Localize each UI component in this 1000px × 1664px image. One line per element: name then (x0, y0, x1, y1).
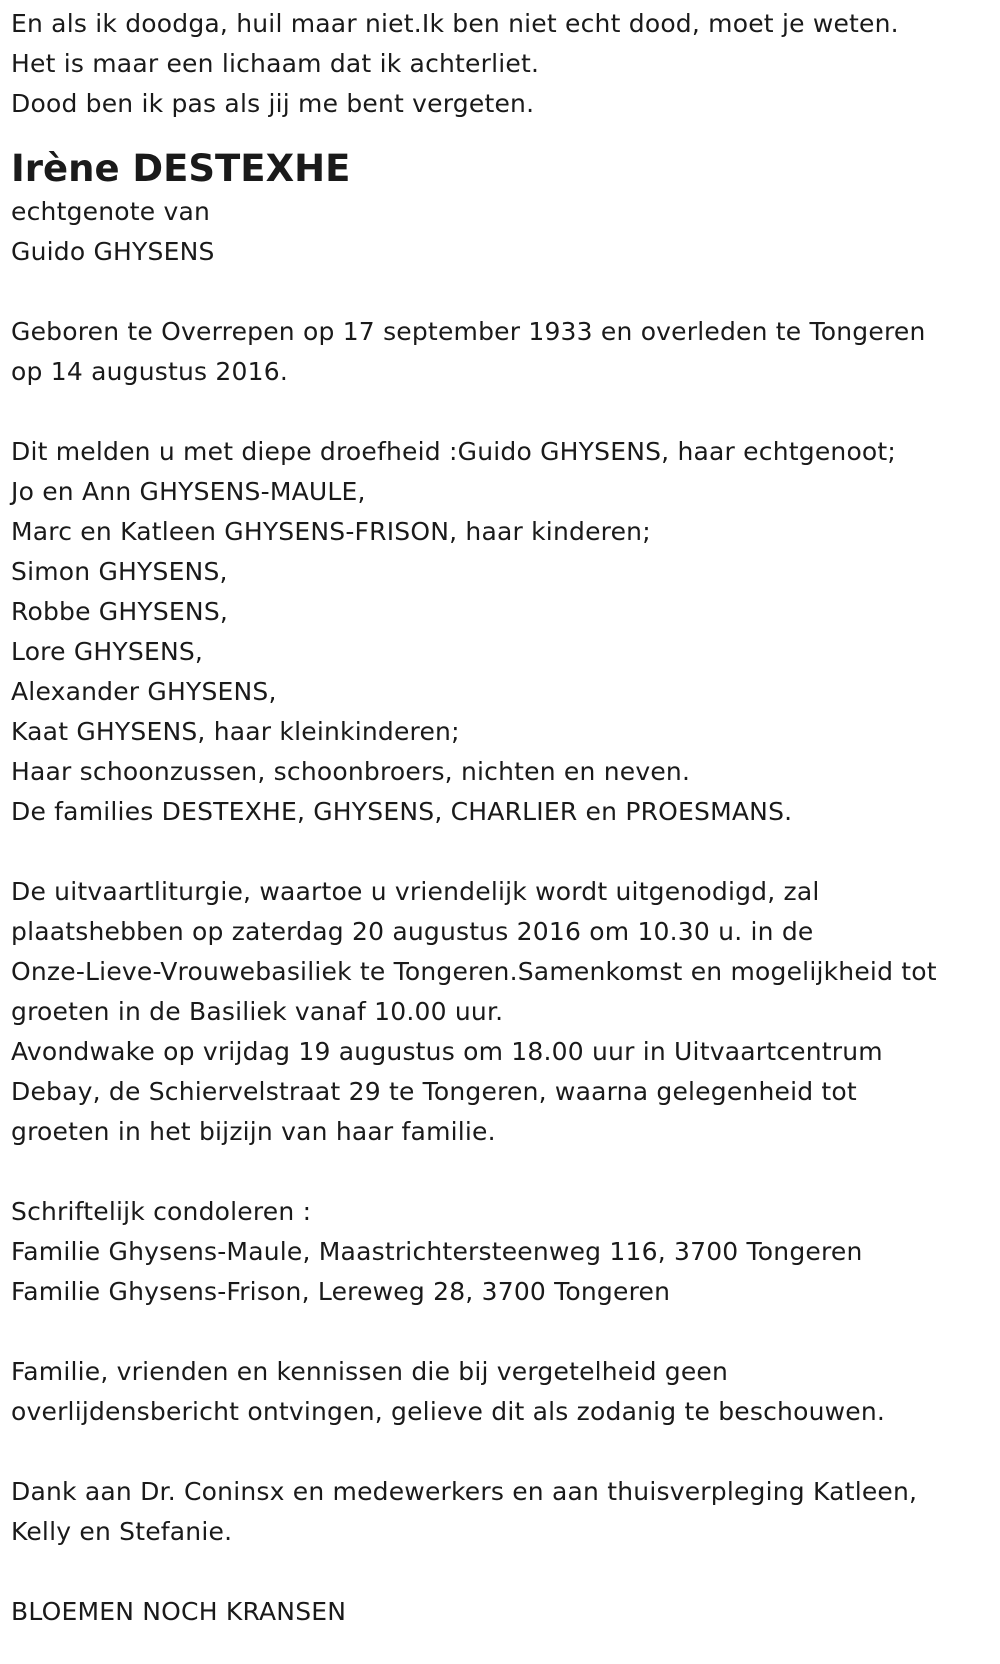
family-line: Marc en Katleen GHYSENS-FRISON, haar kinderen; (11, 517, 651, 546)
thanks-line: Dank aan Dr. Coninsx en medewerkers en aan thuisverpleging Katleen, (11, 1477, 918, 1506)
deceased-block (11, 146, 1000, 272)
family-line: Jo en Ann GHYSENS-MAULE, (11, 477, 366, 506)
family-line: Simon GHYSENS, (11, 557, 228, 586)
funeral-line: De uitvaartliturgie, waartoe u vriendelijk wordt uitgenodigd, zal (11, 877, 820, 906)
poem-line: En als ik doodga, huil maar niet.Ik ben niet echt dood, moet je weten. (11, 9, 899, 38)
poem (11, 4, 1000, 124)
birth-death-paragraph (11, 312, 1000, 392)
family-line: De families DESTEXHE, GHYSENS, CHARLIER en PROESMANS. (11, 797, 793, 826)
funeral-line: Onze-Lieve-Vrouwebasiliek te Tongeren.Samenkomst en mogelijkheid tot (11, 957, 937, 986)
condolences-paragraph (11, 1192, 1000, 1312)
family-line: Haar schoonzussen, schoonbroers, nichten en neven. (11, 757, 691, 786)
text-line: op 14 augustus 2016. (11, 357, 288, 386)
family-line: Kaat GHYSENS, haar kleinkinderen; (11, 717, 460, 746)
funeral-paragraph (11, 872, 1000, 1152)
funeral-line: Debay, de Schiervelstraat 29 te Tongeren, waarna gelegenheid tot (11, 1077, 857, 1106)
poem-line: Dood ben ik pas als jij me bent vergeten. (11, 89, 535, 118)
thanks-paragraph (11, 1472, 1000, 1552)
funeral-line: groeten in het bijzijn van haar familie. (11, 1117, 496, 1146)
notice-line: Familie, vrienden en kennissen die bij vergetelheid geen (11, 1357, 729, 1386)
spouse-name: Guido GHYSENS (11, 237, 215, 266)
thanks-line: Kelly en Stefanie. (11, 1517, 233, 1546)
funeral-line: plaatshebben op zaterdag 20 augustus 2016 om 10.30 u. in de (11, 917, 814, 946)
family-line: Dit melden u met diepe droefheid :Guido GHYSENS, haar echtgenoot; (11, 437, 897, 466)
condolences-address: Familie Ghysens-Frison, Lereweg 28, 3700 Tongeren (11, 1277, 671, 1306)
funeral-line: Avondwake op vrijdag 19 augustus om 18.00 uur in Uitvaartcentrum (11, 1037, 883, 1066)
condolences-heading: Schriftelijk condoleren : (11, 1197, 312, 1226)
poem-line: Het is maar een lichaam dat ik achterliet. (11, 49, 540, 78)
notice-paragraph (11, 1352, 1000, 1432)
deceased-name: Irène DESTEXHE (11, 147, 351, 190)
funeral-line: groeten in de Basiliek vanaf 10.00 uur. (11, 997, 504, 1026)
text-line: Geboren te Overrepen op 17 september 1933 en overleden te Tongeren (11, 317, 926, 346)
notice-line: overlijdensbericht ontvingen, gelieve dit als zodanig te beschouwen. (11, 1397, 886, 1426)
family-line: Lore GHYSENS, (11, 637, 204, 666)
family-line: Alexander GHYSENS, (11, 677, 277, 706)
condolences-address: Familie Ghysens-Maule, Maastrichtersteenweg 116, 3700 Tongeren (11, 1237, 863, 1266)
family-paragraph (11, 432, 1000, 832)
relation-label: echtgenote van (11, 197, 211, 226)
closing-line: BLOEMEN NOCH KRANSEN (11, 1597, 347, 1626)
family-line: Robbe GHYSENS, (11, 597, 229, 626)
